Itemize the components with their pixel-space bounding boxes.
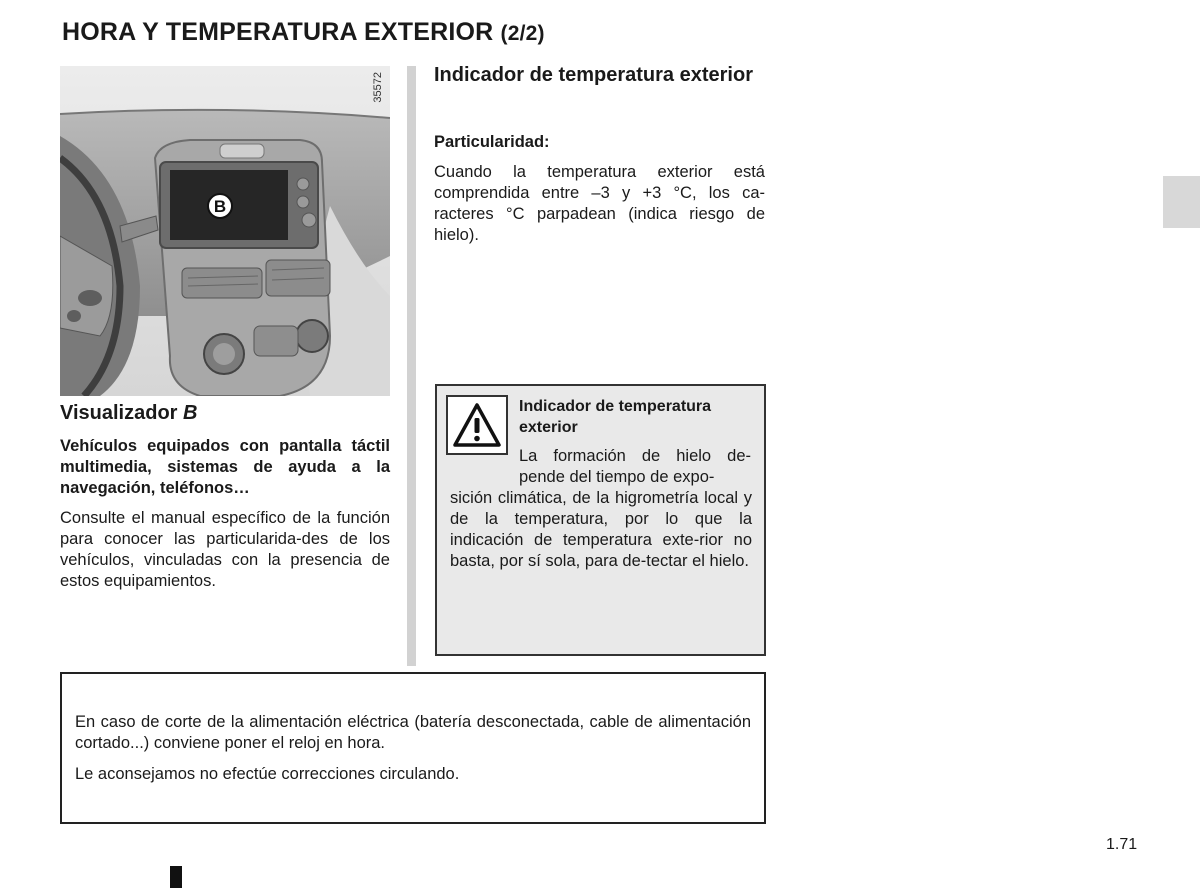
figure-reference-code: 35572 (372, 72, 384, 103)
dashboard-illustration (60, 66, 390, 396)
display-body: Consulte el manual específico de la función para conocer las particularida-des de los vehículos, vinculadas con la presencia de estos equipamientos. (60, 509, 390, 590)
temperature-heading: Indicador de temperatura exterior (434, 64, 753, 86)
page-title-main: HORA Y TEMPERATURA EXTERIOR (62, 18, 494, 46)
column-divider (407, 66, 416, 666)
warning-box (435, 384, 766, 656)
page-marker (170, 866, 182, 888)
display-heading-text: Visualizador (60, 402, 184, 424)
particularity-subheading: Particularidad: (434, 133, 550, 151)
note-box (60, 672, 766, 824)
note-driving-advice: Le aconsejamos no efectúe correcciones circulando. (75, 765, 460, 783)
note-power-cut: En caso de corte de la alimentación eléctrica (batería desconectada, cable de alimentación cortado...) conviene poner el reloj en hora. (75, 713, 751, 752)
display-section (60, 402, 390, 425)
page-number: 1.71 (1106, 836, 1138, 853)
warning-text-first: La formación de hielo de-pende del tiempo de expo- (519, 447, 751, 486)
display-heading (60, 402, 390, 425)
section-tab (1163, 176, 1200, 228)
warning-text-rest: sición climática, de la higrometría local y de la temperatura, por lo que la indicación de temperatura exte-rior no basta, por sí sola, para de-tectar el hielo. (450, 489, 752, 570)
display-lead: Vehículos equipados con pantalla táctil multimedia, sistemas de ayuda a la navegación, teléfonos… (60, 437, 390, 497)
page-title (62, 18, 545, 47)
page-title-suffix: (2/2) (500, 22, 545, 45)
warning-heading: Indicador de temperatura exterior (519, 398, 712, 436)
display-heading-letter: B (183, 402, 198, 424)
particularity-body: Cuando la temperatura exterior está comprendida entre –3 y +3 °C, los ca-racteres °C parpadean (indica riesgo de hielo). (434, 163, 765, 244)
dashboard-drawing (60, 66, 390, 396)
warning-triangle-icon (453, 402, 501, 448)
warning-icon-frame (446, 395, 508, 455)
callout-b: B (213, 197, 227, 216)
